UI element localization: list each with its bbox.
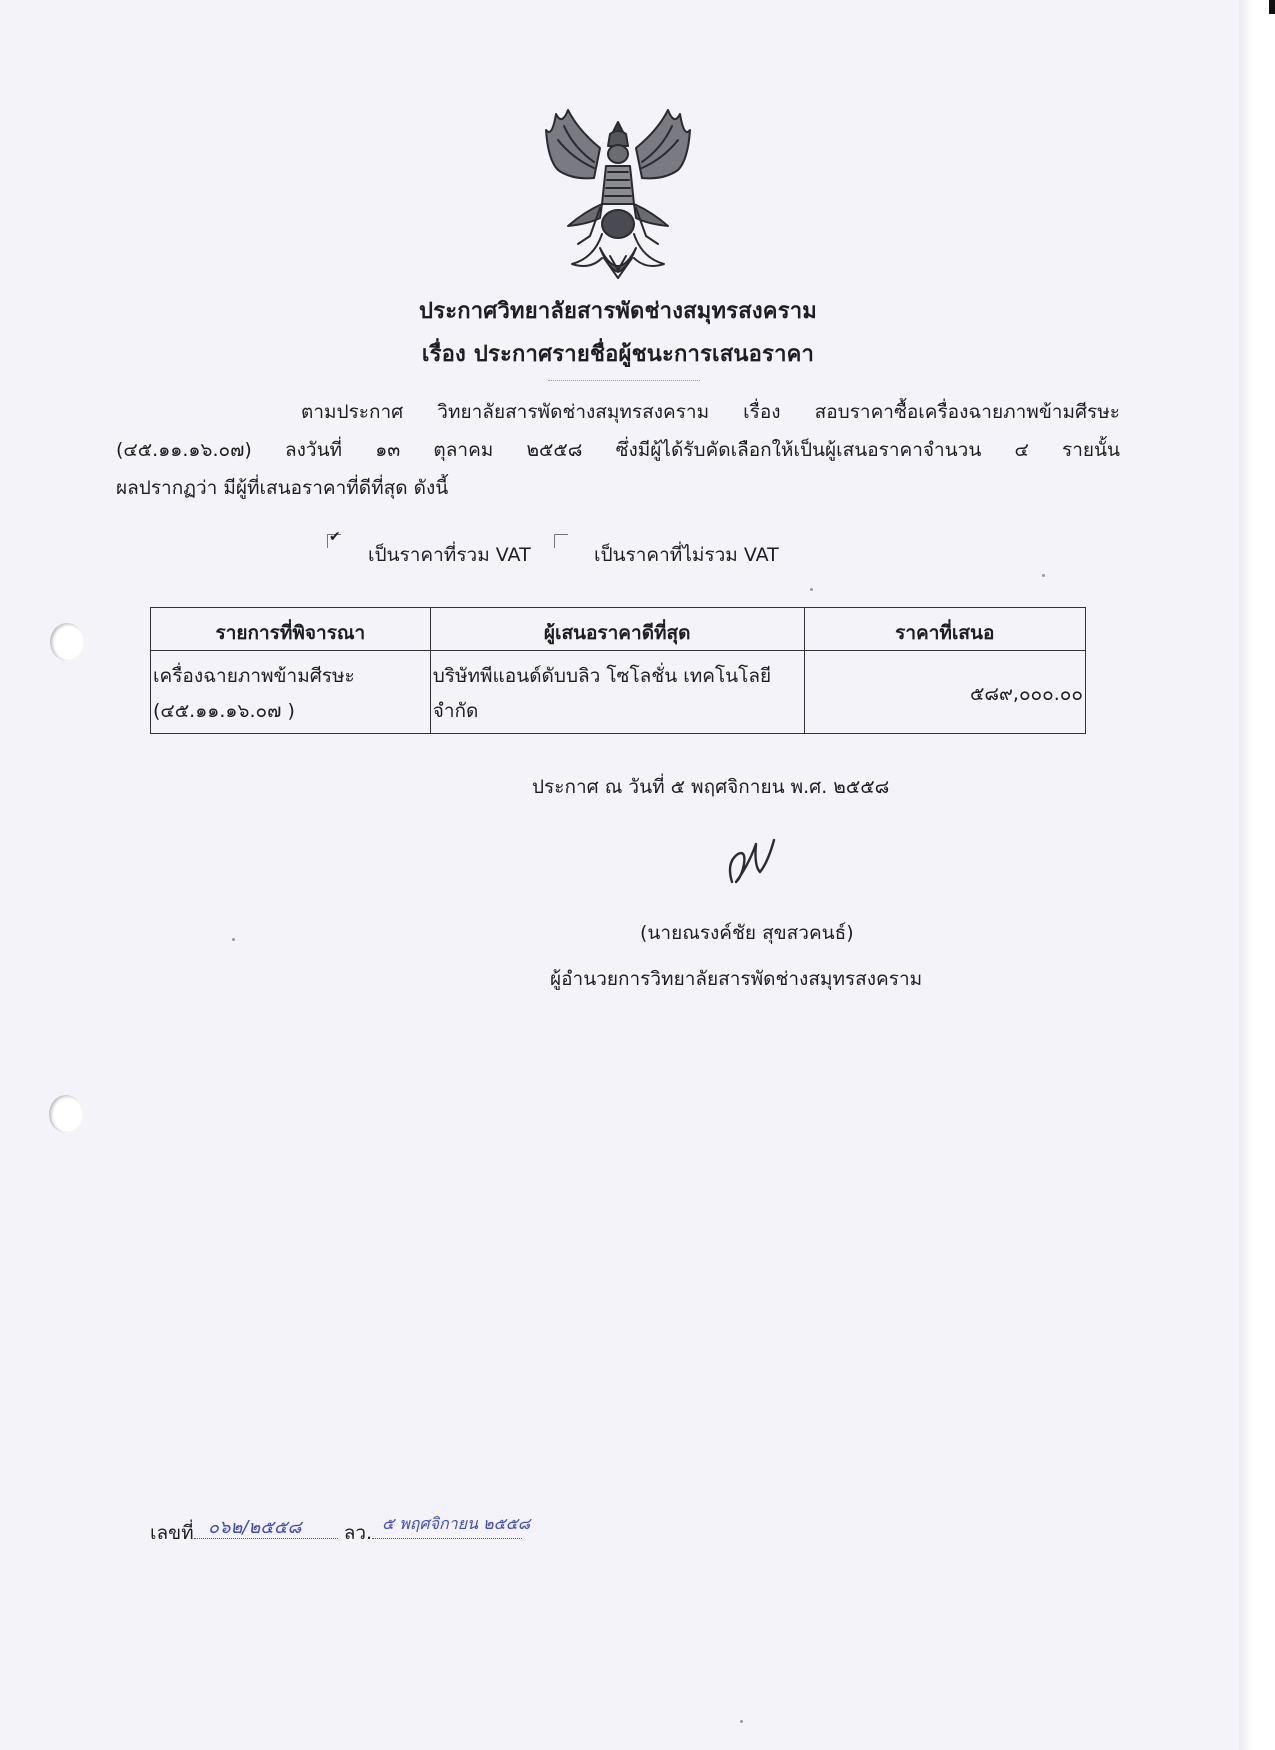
column-header-item: รายการที่พิจารณา: [151, 608, 431, 651]
reference-date-label: ลว.: [343, 1522, 373, 1544]
paper-speck: [232, 938, 235, 941]
price-cell: ๕๘๙,๐๐๐.๐๐: [804, 651, 1085, 734]
item-name: เครื่องฉายภาพข้ามศีรษะ: [153, 665, 355, 687]
paper-speck: [1042, 574, 1045, 577]
column-header-bidder: ผู้เสนอราคาดีที่สุด: [430, 608, 804, 651]
garuda-emblem-icon: [538, 108, 698, 284]
bidder-name: บริษัทพีแอนด์ดับบลิว โซโลชั่น เทคโนโลยี: [432, 665, 772, 687]
signer-name: (นายณรงค์ชัย สุขสวคนธ์): [640, 922, 854, 944]
item-cell: [151, 651, 431, 734]
paper-speck: [810, 588, 813, 591]
exclude-vat-label: เป็นราคาที่ไม่รวม VAT: [594, 544, 779, 566]
exclude-vat-checkbox[interactable]: [554, 534, 568, 548]
bidder-cell: [430, 651, 804, 734]
bid-result-table: [150, 607, 1086, 734]
include-vat-checkbox[interactable]: [327, 529, 341, 548]
announcement-date: ประกาศ ณ วันที่ ๕ พฤศจิกายน พ.ศ. ๒๕๕๘: [532, 776, 890, 798]
paper-speck: [740, 1720, 743, 1723]
reference-number-label: เลขที่: [150, 1522, 194, 1544]
title-divider: [548, 380, 700, 381]
body-line-3: ผลปรากฏว่า มีผู้ที่เสนอราคาที่ดีที่สุด ดังนี้: [116, 477, 449, 499]
announcement-title: ประกาศวิทยาลัยสารพัดช่างสมุทรสงคราม: [419, 299, 817, 324]
include-vat-label: เป็นราคาที่รวม VAT: [368, 544, 531, 566]
announcement-subject: เรื่อง ประกาศรายชื่อผู้ชนะการเสนอราคา: [421, 342, 815, 367]
punch-hole-bottom: [49, 1095, 83, 1133]
page-edge: [1239, 0, 1275, 1750]
column-header-price: ราคาที่เสนอ: [804, 608, 1085, 651]
reference-number-handwritten: ๐๖๒/๒๕๕๘: [208, 1517, 302, 1538]
body-line-1-text: ตามประกาศ วิทยาลัยสารพัดช่างสมุทรสงคราม เรื่อง สอบราคาซื้อเครื่องฉายภาพข้ามศีรษะ: [301, 401, 1120, 423]
handwritten-signature-icon: [722, 832, 782, 890]
body-line-2: (๔๕.๑๑.๑๖.๐๗) ลงวันที่ ๑๓ ตุลาคม ๒๕๕๘ ซึ่งมีผู้ได้รับคัดเลือกให้เป็นผู้เสนอราคาจำนวน ๔ รายนั้น: [116, 439, 1120, 461]
table-row: [151, 651, 1086, 734]
page-edge-corner: [1269, 0, 1275, 14]
item-code: (๔๕.๑๑.๑๖.๐๗ ): [153, 700, 295, 722]
punch-hole-top: [50, 623, 84, 661]
checkmark-icon: ✔: [329, 529, 341, 545]
bidder-name-suffix: จำกัด: [432, 700, 479, 722]
table-header-row: [151, 608, 1086, 651]
body-line-1: [116, 393, 1120, 431]
reference-date-handwritten: ๕ พฤศจิกายน ๒๕๕๘: [382, 1514, 531, 1533]
signer-title: ผู้อำนวยการวิทยาลัยสารพัดช่างสมุทรสงคราม: [550, 968, 923, 990]
